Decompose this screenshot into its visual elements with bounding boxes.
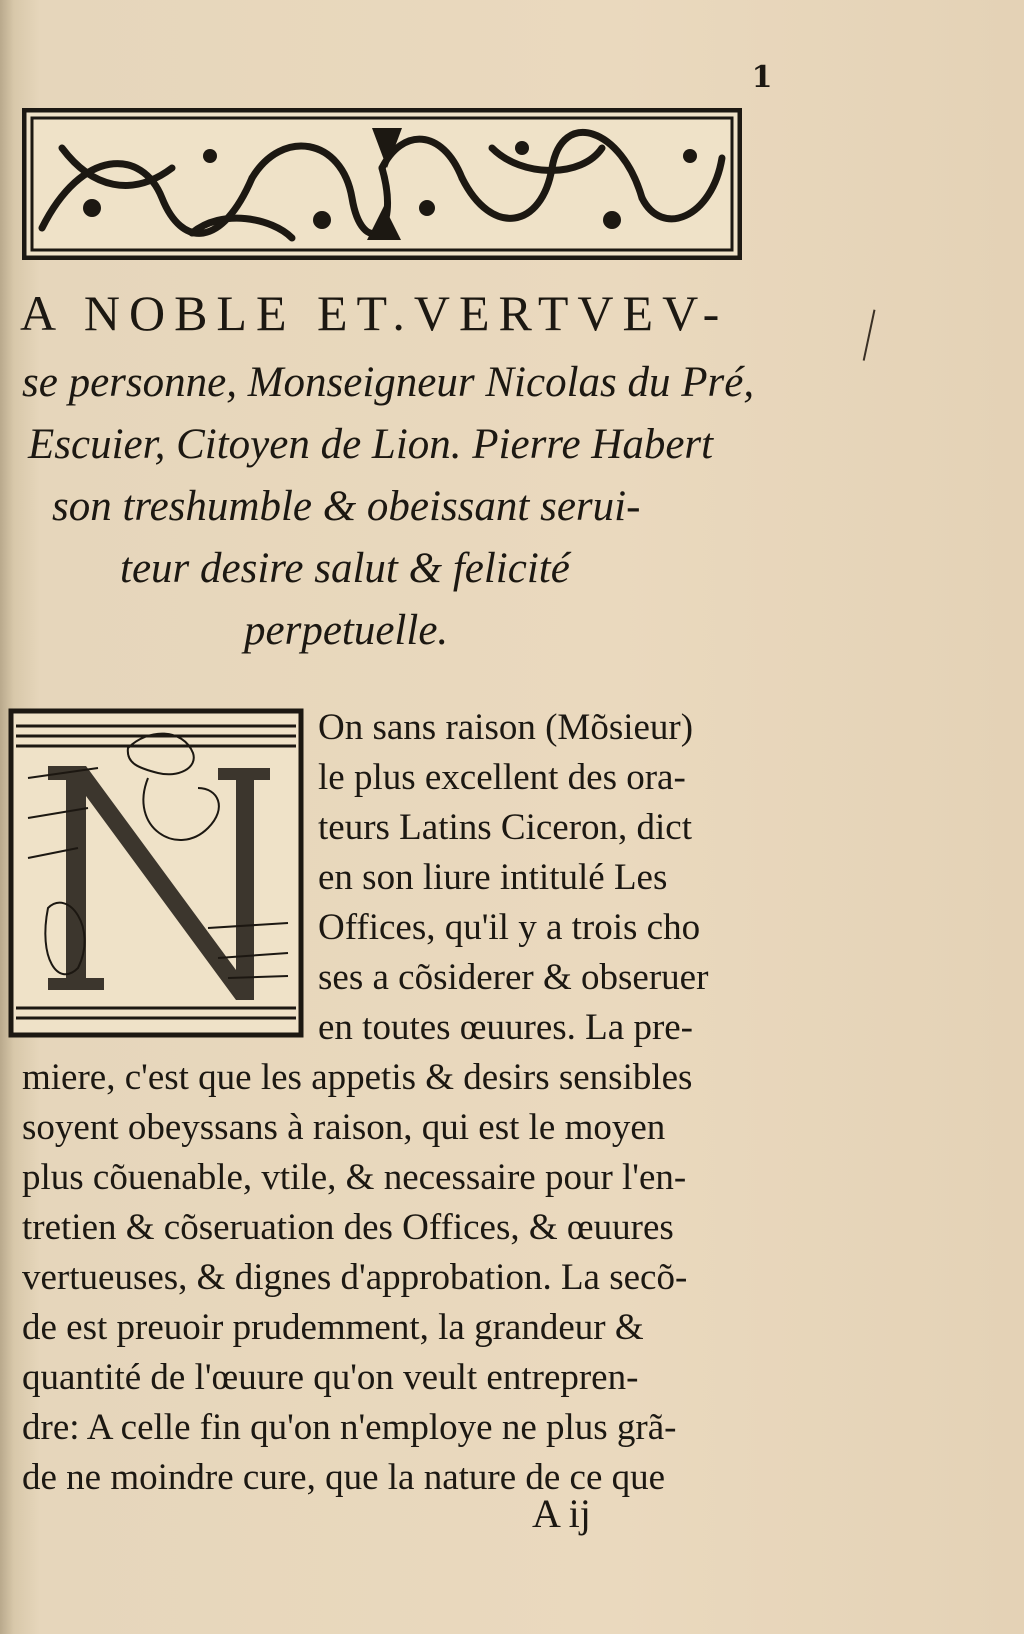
body-line: miere, c'est que les appetis & desirs sensibles <box>22 1057 693 1098</box>
body-line: ses a cõsiderer & obseruer <box>318 957 709 998</box>
body-line: Offices, qu'il y a trois cho <box>318 907 701 948</box>
title-line: Escuier, Citoyen de Lion. Pierre Habert <box>28 421 714 468</box>
body-line: en son liure intitulé Les <box>318 857 668 898</box>
body-line: dre: A celle fin qu'on n'employe ne plus grã- <box>22 1407 677 1448</box>
body-line: On sans raison (Mõsieur) <box>318 707 694 748</box>
body-line: le plus excellent des ora- <box>318 757 686 798</box>
body-line: en toutes œuures. La pre- <box>318 1007 694 1048</box>
title-line: son treshumble & obeissant serui- <box>52 483 641 530</box>
body-line: de est preuoir prudemment, la grandeur & <box>22 1307 644 1348</box>
body-line: vertueuses, & dignes d'approbation. La secõ- <box>22 1257 688 1298</box>
title-line: perpetuelle. <box>244 607 449 654</box>
decorated-initial-n <box>8 708 304 1038</box>
folio-number: 1 <box>751 60 773 95</box>
title-caps-line: A NOBLE ET.VERTVEV- <box>20 285 729 341</box>
body-line: tretien & cõseruation des Offices, & œuures <box>22 1207 674 1248</box>
body-line: teurs Latins Ciceron, dict <box>318 807 693 848</box>
ornamental-headband <box>22 108 742 260</box>
body-line: plus cõuenable, vtile, & necessaire pour l'en- <box>22 1157 687 1198</box>
body-line: soyent obeyssans à raison, qui est le moyen <box>22 1107 666 1148</box>
signature-mark: A ij <box>532 1491 591 1536</box>
title-line: teur desire salut & felicité <box>120 545 570 592</box>
title-line: se personne, Monseigneur Nicolas du Pré, <box>22 359 755 406</box>
margin-stroke <box>863 310 884 363</box>
body-line: de ne moindre cure, que la nature de ce que <box>22 1457 666 1498</box>
body-line: quantité de l'œuure qu'on veult entrepren- <box>22 1357 639 1398</box>
